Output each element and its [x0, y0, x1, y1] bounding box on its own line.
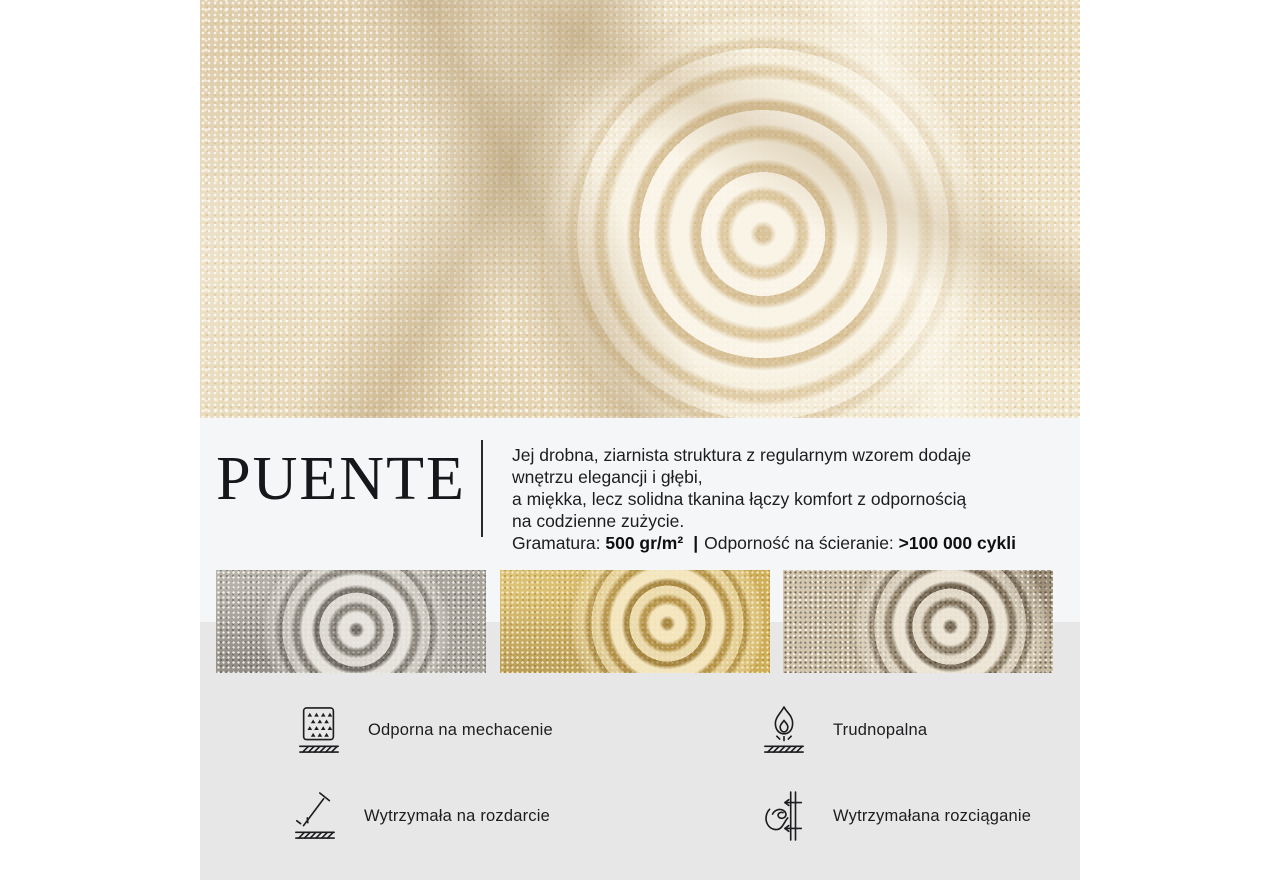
content-column	[200, 0, 1080, 880]
stretch-resistant-icon	[761, 788, 807, 844]
abrasion-label: Odporność na ścieranie:	[704, 533, 894, 553]
flame-retardant-icon	[761, 702, 807, 758]
feature-label: Trudnopalna	[833, 720, 928, 739]
description-line: wnętrzu elegancji i głębi,	[512, 467, 703, 487]
feature-pilling	[296, 702, 553, 758]
feature-label: Wytrzymała na rozdarcie	[364, 806, 551, 825]
abrasion-value: >100 000 cykli	[898, 533, 1016, 553]
gramatura-value: 500 gr/m²	[605, 533, 684, 553]
feature-label: Odporna na mechacenie	[368, 720, 553, 739]
specs-separator: |	[693, 533, 699, 553]
swatch-yellow-boucle	[500, 570, 770, 673]
gramatura-label: Gramatura:	[512, 533, 601, 553]
feature-tear-resistant	[292, 788, 550, 844]
hero-fabric-photo	[200, 0, 1080, 418]
feature-label: Wytrzymałana rozciąganie	[833, 806, 1032, 825]
swatch-gray-boucle	[216, 570, 486, 673]
swatch-swirl	[216, 570, 486, 673]
pilling-resistant-icon	[296, 702, 342, 758]
feature-stretch-resistant	[761, 788, 1031, 844]
product-description	[512, 444, 1072, 554]
description-line: a miękka, lecz solidna tkanina łączy komfort z odpornością	[512, 489, 967, 509]
description-line: Jej drobna, ziarnista struktura z regularnym wzorem dodaje	[512, 445, 972, 465]
swatch-swirl	[500, 570, 770, 673]
tear-resistant-icon	[292, 788, 338, 844]
swatch-beige-boucle	[783, 570, 1053, 673]
product-title: PUENTE	[216, 445, 466, 513]
fabric-fold-shading	[200, 0, 1080, 418]
description-line: na codzienne zużycie.	[512, 511, 685, 531]
specs-line	[512, 532, 1072, 554]
vertical-divider	[481, 440, 483, 537]
swatch-swirl	[783, 570, 1053, 673]
feature-flame-retardant	[761, 702, 927, 758]
